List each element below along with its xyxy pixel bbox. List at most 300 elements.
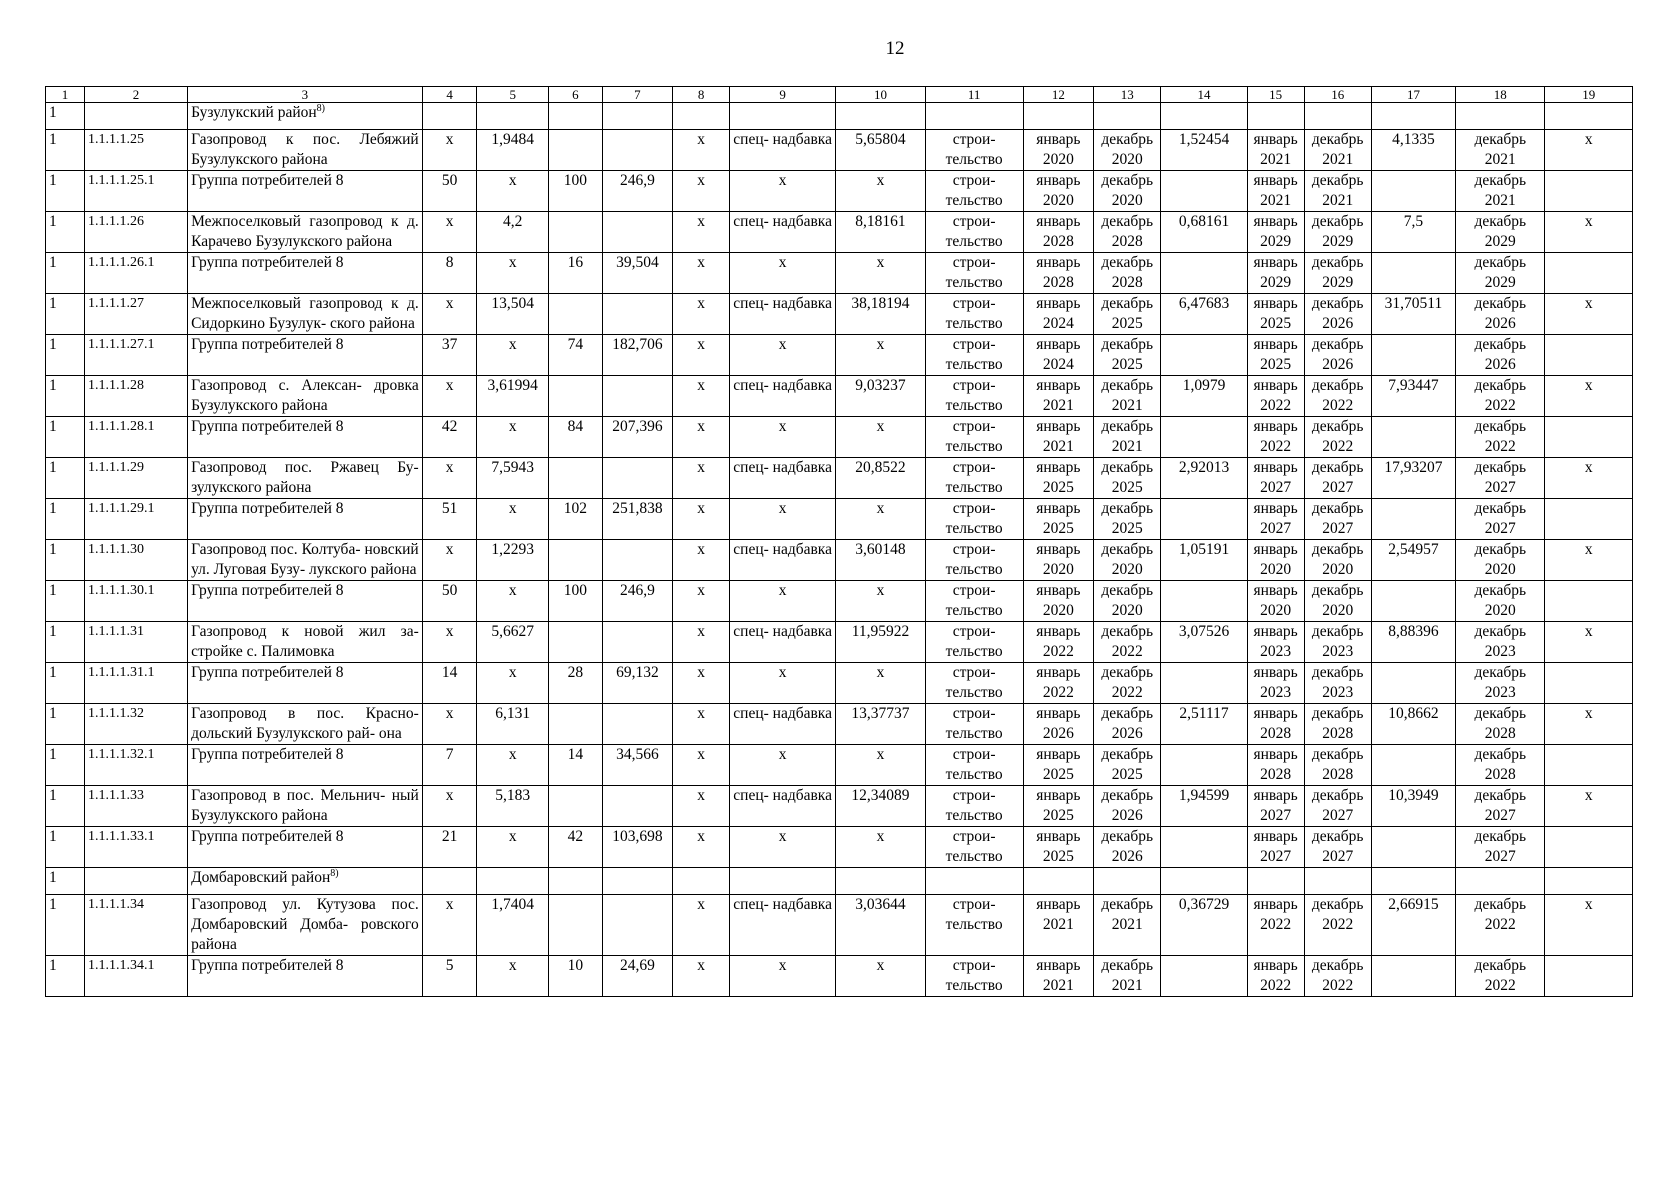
table-cell: декабрь 2022 bbox=[1304, 417, 1371, 458]
table-cell: х bbox=[673, 786, 730, 827]
table-cell: Группа потребителей 8 bbox=[188, 171, 423, 212]
table-cell: 1.1.1.1.32 bbox=[84, 704, 187, 745]
table-cell: январь 2027 bbox=[1247, 499, 1304, 540]
table-cell: январь 2022 bbox=[1247, 417, 1304, 458]
empty-cell bbox=[1094, 103, 1161, 130]
section-row bbox=[46, 868, 1633, 895]
table-cell: 251,838 bbox=[602, 499, 673, 540]
table-cell: декабрь 2028 bbox=[1094, 253, 1161, 294]
table-cell: 5,65804 bbox=[836, 130, 925, 171]
table-cell bbox=[602, 212, 673, 253]
table-cell: х bbox=[673, 335, 730, 376]
table-cell: январь 2021 bbox=[1023, 895, 1094, 956]
table-cell: 7,5943 bbox=[477, 458, 549, 499]
table-cell: х bbox=[673, 663, 730, 704]
column-header-row bbox=[46, 87, 1633, 103]
empty-cell bbox=[925, 103, 1023, 130]
table-cell: 1 bbox=[46, 458, 85, 499]
table-cell: строи- тельство bbox=[925, 130, 1023, 171]
table-cell: январь 2027 bbox=[1247, 786, 1304, 827]
table-cell: декабрь 2023 bbox=[1456, 622, 1545, 663]
table-cell: январь 2022 bbox=[1247, 376, 1304, 417]
column-header: 6 bbox=[549, 87, 603, 103]
empty-cell bbox=[1247, 103, 1304, 130]
table-cell: январь 2021 bbox=[1023, 956, 1094, 997]
table-cell: 1 bbox=[46, 704, 85, 745]
table-cell: декабрь 2022 bbox=[1094, 622, 1161, 663]
table-cell: декабрь 2027 bbox=[1304, 499, 1371, 540]
table-cell bbox=[602, 294, 673, 335]
table-cell: декабрь 2021 bbox=[1094, 417, 1161, 458]
table-cell: х bbox=[836, 956, 925, 997]
table-cell: 1 bbox=[46, 540, 85, 581]
table-cell: 69,132 bbox=[602, 663, 673, 704]
table-cell: спец- надбавка bbox=[729, 376, 835, 417]
table-cell: 1.1.1.1.31.1 bbox=[84, 663, 187, 704]
column-header: 4 bbox=[422, 87, 477, 103]
table-cell: 8,88396 bbox=[1371, 622, 1455, 663]
table-row bbox=[46, 376, 1633, 417]
table-cell: х bbox=[836, 745, 925, 786]
empty-cell bbox=[1545, 103, 1633, 130]
table-cell: декабрь 2021 bbox=[1456, 171, 1545, 212]
table-cell: х bbox=[1545, 130, 1633, 171]
table-cell bbox=[1545, 663, 1633, 704]
table-cell: декабрь 2020 bbox=[1094, 130, 1161, 171]
column-header: 14 bbox=[1161, 87, 1247, 103]
table-body bbox=[46, 87, 1633, 997]
table-cell: х bbox=[477, 499, 549, 540]
column-header: 10 bbox=[836, 87, 925, 103]
table-cell: 4,2 bbox=[477, 212, 549, 253]
table-cell bbox=[549, 895, 603, 956]
table-cell: Газопровод ул. Кутузова пос. Домбаровский Домба- ровского района bbox=[188, 895, 423, 956]
table-cell: декабрь 2020 bbox=[1094, 171, 1161, 212]
table-cell: строи- тельство bbox=[925, 376, 1023, 417]
table-cell: строи- тельство bbox=[925, 212, 1023, 253]
table-cell: 6,47683 bbox=[1161, 294, 1247, 335]
table-cell: х bbox=[673, 704, 730, 745]
table-cell: х bbox=[422, 212, 477, 253]
table-cell: 1.1.1.1.27.1 bbox=[84, 335, 187, 376]
table-cell: 1.1.1.1.30.1 bbox=[84, 581, 187, 622]
table-cell: 1 bbox=[46, 895, 85, 956]
table-cell: декабрь 2023 bbox=[1304, 622, 1371, 663]
footnote-marker: 8) bbox=[330, 867, 339, 879]
column-header: 18 bbox=[1456, 87, 1545, 103]
table-cell: декабрь 2028 bbox=[1304, 745, 1371, 786]
table-cell: спец- надбавка bbox=[729, 704, 835, 745]
table-cell: 11,95922 bbox=[836, 622, 925, 663]
table-cell: Газопровод с. Алексан- дровка Бузулукского района bbox=[188, 376, 423, 417]
table-cell bbox=[549, 704, 603, 745]
table-cell: январь 2025 bbox=[1247, 335, 1304, 376]
table-cell: 14 bbox=[422, 663, 477, 704]
table-cell: х bbox=[477, 171, 549, 212]
table-cell: декабрь 2027 bbox=[1304, 458, 1371, 499]
table-cell: 246,9 bbox=[602, 171, 673, 212]
column-header: 9 bbox=[729, 87, 835, 103]
table-cell bbox=[1545, 499, 1633, 540]
table-cell: строи- тельство bbox=[925, 499, 1023, 540]
table-cell: 5,6627 bbox=[477, 622, 549, 663]
table-cell: Группа потребителей 8 bbox=[188, 581, 423, 622]
table-cell: х bbox=[422, 458, 477, 499]
table-cell: х bbox=[673, 622, 730, 663]
table-cell: спец- надбавка bbox=[729, 895, 835, 956]
table-cell bbox=[1545, 827, 1633, 868]
table-cell: 37 bbox=[422, 335, 477, 376]
table-cell: 42 bbox=[422, 417, 477, 458]
empty-cell bbox=[477, 103, 549, 130]
table-cell: 1.1.1.1.26.1 bbox=[84, 253, 187, 294]
table-cell: 34,566 bbox=[602, 745, 673, 786]
table-cell: х bbox=[1545, 622, 1633, 663]
table-cell: декабрь 2022 bbox=[1304, 895, 1371, 956]
empty-cell bbox=[1023, 868, 1094, 895]
section-title bbox=[188, 103, 423, 130]
table-row bbox=[46, 786, 1633, 827]
table-cell bbox=[1545, 956, 1633, 997]
table-cell: январь 2028 bbox=[1023, 253, 1094, 294]
table-cell: 13,504 bbox=[477, 294, 549, 335]
table-cell: Группа потребителей 8 bbox=[188, 253, 423, 294]
empty-cell bbox=[422, 103, 477, 130]
table-cell: январь 2024 bbox=[1023, 294, 1094, 335]
table-cell: 1.1.1.1.25 bbox=[84, 130, 187, 171]
table-cell: 13,37737 bbox=[836, 704, 925, 745]
table-cell: х bbox=[836, 417, 925, 458]
table-cell: 12,34089 bbox=[836, 786, 925, 827]
table-cell: Газопровод пос. Колтуба- новский ул. Луговая Бузу- лукского района bbox=[188, 540, 423, 581]
table-cell: январь 2021 bbox=[1247, 130, 1304, 171]
empty-cell bbox=[549, 103, 603, 130]
table-cell: х bbox=[422, 895, 477, 956]
table-cell: х bbox=[673, 253, 730, 294]
table-cell bbox=[1161, 335, 1247, 376]
table-cell: 10,8662 bbox=[1371, 704, 1455, 745]
table-cell: 1 bbox=[46, 956, 85, 997]
table-cell: 0,36729 bbox=[1161, 895, 1247, 956]
empty-cell bbox=[422, 868, 477, 895]
table-cell: х bbox=[836, 663, 925, 704]
empty-cell bbox=[1371, 103, 1455, 130]
table-cell: 1 bbox=[46, 171, 85, 212]
table-cell: 100 bbox=[549, 171, 603, 212]
table-cell: 1.1.1.1.33.1 bbox=[84, 827, 187, 868]
empty-cell bbox=[1247, 868, 1304, 895]
empty-cell bbox=[602, 103, 673, 130]
table-cell: х bbox=[1545, 704, 1633, 745]
table-cell: х bbox=[673, 171, 730, 212]
table-cell bbox=[549, 376, 603, 417]
table-cell bbox=[1371, 499, 1455, 540]
table-cell: январь 2027 bbox=[1247, 827, 1304, 868]
table-cell: х bbox=[422, 622, 477, 663]
table-cell bbox=[1161, 956, 1247, 997]
table-cell: декабрь 2021 bbox=[1094, 376, 1161, 417]
table-cell: строи- тельство bbox=[925, 956, 1023, 997]
table-row bbox=[46, 540, 1633, 581]
table-row bbox=[46, 827, 1633, 868]
empty-cell bbox=[1304, 868, 1371, 895]
table-cell: х bbox=[673, 745, 730, 786]
table-cell: 1 bbox=[46, 417, 85, 458]
table-cell: х bbox=[673, 212, 730, 253]
table-cell: 10 bbox=[549, 956, 603, 997]
table-cell bbox=[1161, 417, 1247, 458]
table-cell: х bbox=[729, 171, 835, 212]
table-cell: спец- надбавка bbox=[729, 786, 835, 827]
table-cell: х bbox=[836, 253, 925, 294]
table-row bbox=[46, 294, 1633, 335]
table-cell: январь 2027 bbox=[1247, 458, 1304, 499]
table-cell: 1,0979 bbox=[1161, 376, 1247, 417]
column-header: 17 bbox=[1371, 87, 1455, 103]
table-cell: 2,92013 bbox=[1161, 458, 1247, 499]
table-cell bbox=[1545, 417, 1633, 458]
section-number: 1 bbox=[46, 103, 85, 130]
table-cell: х bbox=[1545, 786, 1633, 827]
table-cell: декабрь 2022 bbox=[1456, 376, 1545, 417]
table-cell: январь 2024 bbox=[1023, 335, 1094, 376]
table-cell: декабрь 2025 bbox=[1094, 294, 1161, 335]
table-cell: декабрь 2021 bbox=[1304, 171, 1371, 212]
table-cell: строи- тельство bbox=[925, 335, 1023, 376]
table-cell: спец- надбавка bbox=[729, 212, 835, 253]
table-cell: 1 bbox=[46, 376, 85, 417]
table-cell: 1,7404 bbox=[477, 895, 549, 956]
table-cell bbox=[1545, 745, 1633, 786]
table-cell: 50 bbox=[422, 581, 477, 622]
table-cell: 1.1.1.1.31 bbox=[84, 622, 187, 663]
table-cell: 31,70511 bbox=[1371, 294, 1455, 335]
table-cell: декабрь 2026 bbox=[1304, 294, 1371, 335]
table-cell: январь 2022 bbox=[1247, 956, 1304, 997]
table-cell bbox=[1545, 253, 1633, 294]
table-cell: декабрь 2029 bbox=[1456, 212, 1545, 253]
table-cell: 3,07526 bbox=[1161, 622, 1247, 663]
table-row bbox=[46, 499, 1633, 540]
table-cell: январь 2020 bbox=[1247, 581, 1304, 622]
page-number: 12 bbox=[885, 38, 905, 59]
table-cell: декабрь 2025 bbox=[1094, 335, 1161, 376]
table-cell: 246,9 bbox=[602, 581, 673, 622]
table-cell: декабрь 2023 bbox=[1456, 663, 1545, 704]
table-cell: декабрь 2027 bbox=[1456, 458, 1545, 499]
empty-cell bbox=[1304, 103, 1371, 130]
table-cell: х bbox=[422, 376, 477, 417]
table-cell: декабрь 2026 bbox=[1094, 827, 1161, 868]
table-cell: 84 bbox=[549, 417, 603, 458]
table-cell: январь 2025 bbox=[1023, 827, 1094, 868]
table-cell: спец- надбавка bbox=[729, 294, 835, 335]
table-cell: декабрь 2029 bbox=[1304, 212, 1371, 253]
table-cell: х bbox=[729, 499, 835, 540]
table-cell: спец- надбавка bbox=[729, 622, 835, 663]
table-cell: декабрь 2021 bbox=[1094, 895, 1161, 956]
table-cell bbox=[1371, 335, 1455, 376]
table-cell bbox=[602, 704, 673, 745]
table-cell: Газопровод пос. Ржавец Бу- зулукского района bbox=[188, 458, 423, 499]
table-cell: Группа потребителей 8 bbox=[188, 745, 423, 786]
table-cell bbox=[549, 622, 603, 663]
table-cell bbox=[1161, 499, 1247, 540]
table-cell: 1 bbox=[46, 827, 85, 868]
table-cell: х bbox=[836, 171, 925, 212]
table-cell: январь 2025 bbox=[1023, 499, 1094, 540]
table-cell bbox=[1545, 581, 1633, 622]
empty-cell bbox=[602, 868, 673, 895]
table-row bbox=[46, 335, 1633, 376]
table-cell: 1.1.1.1.30 bbox=[84, 540, 187, 581]
table-cell: 1 bbox=[46, 130, 85, 171]
table-cell: Межпоселковый газопровод к д. Карачево Бузулукского района bbox=[188, 212, 423, 253]
table-cell: декабрь 2028 bbox=[1456, 745, 1545, 786]
table-cell bbox=[549, 294, 603, 335]
column-header: 16 bbox=[1304, 87, 1371, 103]
table-cell: 28 bbox=[549, 663, 603, 704]
table-cell: х bbox=[1545, 294, 1633, 335]
table-cell: 2,54957 bbox=[1371, 540, 1455, 581]
table-cell: 7 bbox=[422, 745, 477, 786]
table-cell: декабрь 2022 bbox=[1304, 376, 1371, 417]
table-cell bbox=[1161, 253, 1247, 294]
table-cell: строи- тельство bbox=[925, 458, 1023, 499]
table-cell: 100 bbox=[549, 581, 603, 622]
table-cell: январь 2029 bbox=[1247, 253, 1304, 294]
table-cell bbox=[1371, 581, 1455, 622]
table-cell bbox=[602, 786, 673, 827]
table-cell: 74 bbox=[549, 335, 603, 376]
table-cell: январь 2021 bbox=[1023, 376, 1094, 417]
table-cell: х bbox=[1545, 540, 1633, 581]
empty-cell bbox=[1456, 868, 1545, 895]
table-cell: январь 2023 bbox=[1247, 622, 1304, 663]
table-cell: 6,131 bbox=[477, 704, 549, 745]
table-cell: 50 bbox=[422, 171, 477, 212]
table-cell bbox=[602, 458, 673, 499]
table-cell: 8 bbox=[422, 253, 477, 294]
empty-cell bbox=[84, 103, 187, 130]
table-cell: х bbox=[422, 540, 477, 581]
table-cell: 1.1.1.1.28 bbox=[84, 376, 187, 417]
empty-cell bbox=[925, 868, 1023, 895]
table-cell: декабрь 2029 bbox=[1304, 253, 1371, 294]
column-header: 7 bbox=[602, 87, 673, 103]
table-cell bbox=[1371, 663, 1455, 704]
table-cell bbox=[602, 540, 673, 581]
table-cell bbox=[602, 895, 673, 956]
table-cell: 16 bbox=[549, 253, 603, 294]
table-row bbox=[46, 130, 1633, 171]
table-cell: декабрь 2022 bbox=[1456, 956, 1545, 997]
table-cell bbox=[602, 622, 673, 663]
table-row bbox=[46, 417, 1633, 458]
table-cell: Газопровод к пос. Лебяжий Бузулукского района bbox=[188, 130, 423, 171]
table-cell: январь 2020 bbox=[1023, 171, 1094, 212]
table-cell: декабрь 2027 bbox=[1456, 786, 1545, 827]
table-cell: декабрь 2028 bbox=[1094, 212, 1161, 253]
table-cell: декабрь 2022 bbox=[1094, 663, 1161, 704]
table-row bbox=[46, 704, 1633, 745]
section-title-text: Домбаровский район bbox=[191, 869, 331, 886]
table-cell: 1.1.1.1.27 bbox=[84, 294, 187, 335]
table-cell: 17,93207 bbox=[1371, 458, 1455, 499]
table-cell: январь 2021 bbox=[1023, 417, 1094, 458]
empty-cell bbox=[549, 868, 603, 895]
table-row bbox=[46, 458, 1633, 499]
table-cell: строи- тельство bbox=[925, 786, 1023, 827]
table-cell bbox=[549, 786, 603, 827]
table-row bbox=[46, 622, 1633, 663]
table-cell: х bbox=[836, 335, 925, 376]
table-cell: х bbox=[836, 581, 925, 622]
table-cell: декабрь 2022 bbox=[1456, 895, 1545, 956]
table-cell: 1.1.1.1.26 bbox=[84, 212, 187, 253]
table-cell: 182,706 bbox=[602, 335, 673, 376]
empty-cell bbox=[1371, 868, 1455, 895]
table-cell: х bbox=[673, 417, 730, 458]
table-cell: декабрь 2020 bbox=[1304, 540, 1371, 581]
table-cell: х bbox=[836, 499, 925, 540]
table-cell: декабрь 2028 bbox=[1456, 704, 1545, 745]
table-cell: 1.1.1.1.34 bbox=[84, 895, 187, 956]
table-cell bbox=[1545, 171, 1633, 212]
table-cell: строи- тельство bbox=[925, 171, 1023, 212]
table-cell: декабрь 2021 bbox=[1456, 130, 1545, 171]
table-cell: х bbox=[673, 376, 730, 417]
table-cell: декабрь 2026 bbox=[1304, 335, 1371, 376]
table-cell: строи- тельство bbox=[925, 417, 1023, 458]
table-cell: х bbox=[673, 499, 730, 540]
table-cell: спец- надбавка bbox=[729, 130, 835, 171]
table-cell: Группа потребителей 8 bbox=[188, 663, 423, 704]
table-cell: х bbox=[729, 335, 835, 376]
table-cell bbox=[1161, 581, 1247, 622]
table-cell: январь 2020 bbox=[1247, 540, 1304, 581]
table-cell: январь 2020 bbox=[1023, 540, 1094, 581]
table-cell: х bbox=[1545, 895, 1633, 956]
table-cell: декабрь 2027 bbox=[1304, 827, 1371, 868]
empty-cell bbox=[836, 103, 925, 130]
table-cell bbox=[549, 458, 603, 499]
table-cell: х bbox=[477, 417, 549, 458]
table-cell: х bbox=[422, 786, 477, 827]
table-cell: х bbox=[1545, 376, 1633, 417]
table-cell: строи- тельство bbox=[925, 294, 1023, 335]
table-cell: х bbox=[422, 294, 477, 335]
table-cell: строи- тельство bbox=[925, 827, 1023, 868]
table-cell: х bbox=[422, 704, 477, 745]
table-cell bbox=[1371, 171, 1455, 212]
table-cell: 1,05191 bbox=[1161, 540, 1247, 581]
table-cell: 207,396 bbox=[602, 417, 673, 458]
table-cell: Группа потребителей 8 bbox=[188, 417, 423, 458]
table-cell: январь 2022 bbox=[1023, 622, 1094, 663]
table-cell: 1.1.1.1.29 bbox=[84, 458, 187, 499]
table-cell: январь 2028 bbox=[1247, 704, 1304, 745]
table-cell bbox=[1371, 745, 1455, 786]
table-cell: 5,183 bbox=[477, 786, 549, 827]
table-row bbox=[46, 581, 1633, 622]
table-cell: х bbox=[729, 253, 835, 294]
table-cell: декабрь 2026 bbox=[1094, 786, 1161, 827]
table-cell: 1,94599 bbox=[1161, 786, 1247, 827]
table-cell: декабрь 2020 bbox=[1094, 540, 1161, 581]
table-cell: 1 bbox=[46, 253, 85, 294]
table-cell: х bbox=[477, 335, 549, 376]
